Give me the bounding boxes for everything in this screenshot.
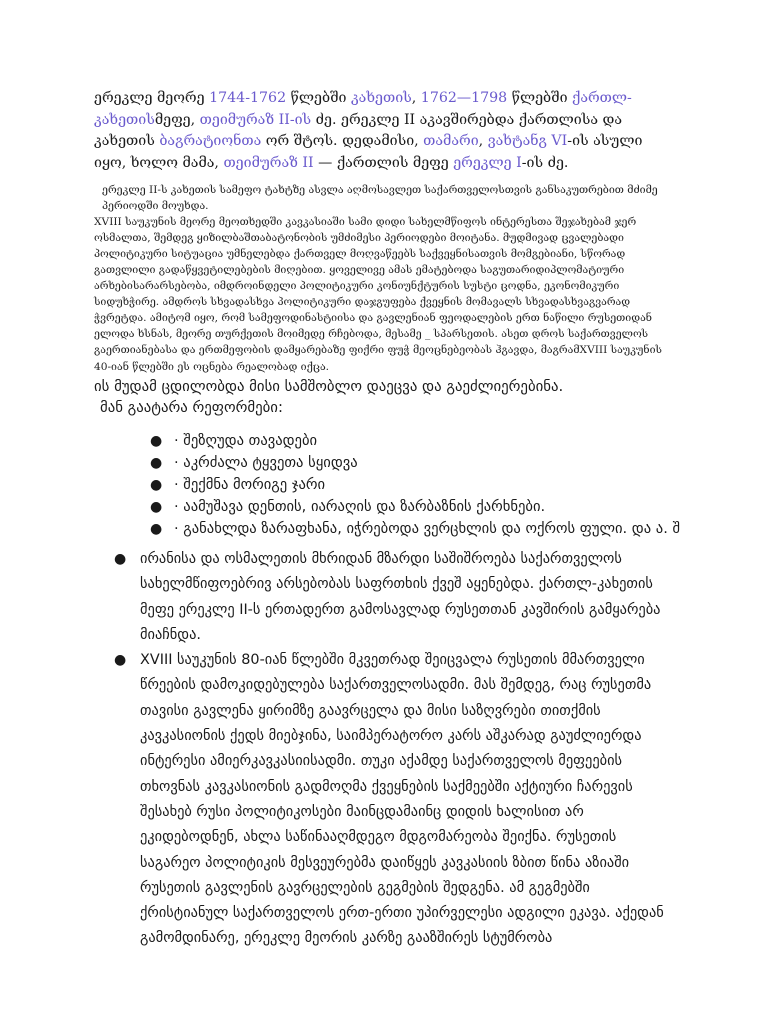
bullet-icon: ● [150, 521, 163, 537]
link-tamari[interactable]: თამარი [423, 133, 479, 149]
reforms-list [150, 430, 690, 540]
intro-text: -ის ასული იყო, ხოლო მამა, [94, 133, 643, 171]
list-item: ● · განახლდა ზარაფხანა, იჭრებოდა ვერცხლის და ოქროს ფული. და ა. შ [150, 518, 690, 540]
bullet-icon: ● [114, 551, 127, 567]
mid-line-1: ის მუდამ ცდილობდა მისი სამშობლო დაეცვა და გაეძლიერებინა. [94, 378, 564, 395]
link-1744-1762[interactable]: 1744-1762 [209, 90, 287, 106]
intro-text: მეფე, [154, 111, 200, 128]
small-paragraph-2: XVIII საუკუნის მეორე მეოთხედში კავკასიაში სამი დიდი სახელმწიფოს ინტერესთა შეჯახებამ ჯერ ოსმალთა, შემდეგ ყიზილბაშთაბატონობის უმძიმესი პერიოდები მოიტანა. მუდმივად ცვალებადი პოლიტიკური სიტუაცია უმნელებდა ქართველ მოღვაწეებს საქვეყნისათვის მომგებიანი, სწორად გათვლილი გადაწყვეტილებების მიღებით. ყოველივე ამას ემატებოდა საგუთარიდიპლომატიური არხებისარარსებობა, იმდროინდელი პოლიტიკური კონიუნქტურის სუსტი ცოდნა, ეკონომიკური სიდუხჭირე. ამდროს სხვადასხვა პოლიტიკური დაჯგუფება ქვეყნის მომავალს სხვადასხვაგვარად ჭვრეტდა. ამიტომ იყო, რომ სამეფოდინასტიისა და გავლენიან ფეოდალების ერთ ნაწილი რუსეთიდან ელოდა ხსნას, მეორე თურქეთის მოიმედე რჩებოდა, მესამე _ სპარსეთის. ასეთ დროს საქართველოს გაერთიანებასა და ერთმეფობის დამყარებაზე ფიქრი ფუჭ მეოცნებეობას ჰგავდა, მაგრამXVIII საუკუნის 40-იან წლებში ეს ოცნება რეალობად იქცა. [94, 216, 662, 373]
link-vakhtang-vi[interactable]: ვახტანგ VI [487, 133, 568, 149]
bullet-icon: ● [150, 455, 163, 471]
bullet-icon: ● [150, 433, 163, 449]
intro-text: წლებში [286, 90, 351, 106]
link-erekle-i[interactable]: ერეკლე I [453, 154, 522, 171]
list-item: ● · შეზღუდა თავადები [150, 430, 690, 452]
bullet-icon: ● [150, 477, 163, 493]
paragraph-list [114, 547, 674, 952]
intro-text: , [411, 90, 421, 106]
intro-text: -ის ძე. [521, 154, 569, 171]
small-paragraph-1: ერეკლე II-ს კახეთის სამეფო ტახტზე ასვლა აღმოსავლეთ საქართველოსთვის განსაკუთრებით მძიმე პერიოდში მოუხდა. [102, 184, 658, 213]
list-item: ● XVIII საუკუნის 80-იან წლებში მკვეთრად შეიცვალა რუსეთის მმართველი წრეების დამოკიდებულება საქართველოსადმი. მას შემდეგ, რაც რუსეთმა თავისი გავლენა ყირიმზე გაავრცელა და მისი საზღვრები თითქმის კავკასიონის ქედს მიებჯინა, საიმპერატორო კარს აშკარად გაუძლიერდა ინტერესი ამიერკავკასიისადმი. თუკი აქამდე საქართველოს მეფეების თხოვნას კავკასიონის გადმოღმა ქვეყნების საქმეებში აქტიური ჩარევის შესახებ რუსი პოლიტიკოსები მაინცდამაინც დიდის ხალისით არ ეკიდებოდნენ, ახლა საწინააღმდეგო მდგომარეობა შეიქნა. რუსეთის საგარეო პოლიტიკის მესვეურებმა დაიწყეს კავკასიის ზბით წინა აზიაში რუსეთის გავლენის გავრცელების გეგმების შედგენა. ამ გეგმებში ქრისტიანულ საქართველოს ერთ-ერთი უპირველესი ადგილი ეკავა. აქედან გამომდინარე, ერეკლე მეორის კარზე გააზშირეს სტუმრობა [114, 648, 674, 952]
link-teimuraz-ii-b[interactable]: თეიმურაზ II [223, 154, 314, 171]
bullet-icon: ● [114, 652, 127, 669]
list-item: ● · შექმნა მორიგე ჯარი [150, 474, 690, 496]
intro-paragraph [94, 88, 654, 174]
link-teimuraz-ii[interactable]: თეიმურაზ II-ის [199, 111, 312, 128]
intro-text: ორ შტოს. დედამისი, [261, 133, 424, 149]
link-bagrationi[interactable]: ბაგრატიონთა [159, 133, 262, 149]
bullet-icon: ● [150, 499, 163, 515]
intro-text: წლებში [507, 90, 573, 106]
link-kartli-kakheti[interactable]: ქართლ-კახეთის [94, 90, 632, 128]
intro-text: , [478, 133, 488, 149]
reforms-heading: მან გაატარა რეფორმები: [100, 399, 283, 416]
mid-text-block [94, 376, 674, 418]
link-1762-1798[interactable]: 1762—1798 [420, 90, 508, 106]
list-item: ● · აამუშავა დენთის, იარაღის და ზარბაზნის ქარხნები. [150, 496, 690, 518]
list-item: ● ირანისა და ოსმალეთის მხრიდან მზარდი საშიშროება საქართველოს სახელმწიფოებრივ არსებობას საფრთხის ქვეშ აყენებდა. ქართლ-კახეთის მეფე ერეკლე II-ს ერთადერთ გამოსავლად რუსეთთან კავშირის გამყარება მიაჩნდა. [114, 547, 674, 648]
small-text-block [94, 182, 676, 375]
intro-text: ერეკლე მეორე [94, 90, 210, 106]
intro-text: — ქართლის მეფე [313, 154, 454, 171]
intro-text: ძე. ერეკლე II აკავშირებდა ქართლისა და კახეთის [94, 111, 622, 149]
list-item: ● · აკრძალა ტყვეთა სყიდვა [150, 452, 690, 474]
link-kakheti[interactable]: კახეთის [350, 90, 412, 106]
